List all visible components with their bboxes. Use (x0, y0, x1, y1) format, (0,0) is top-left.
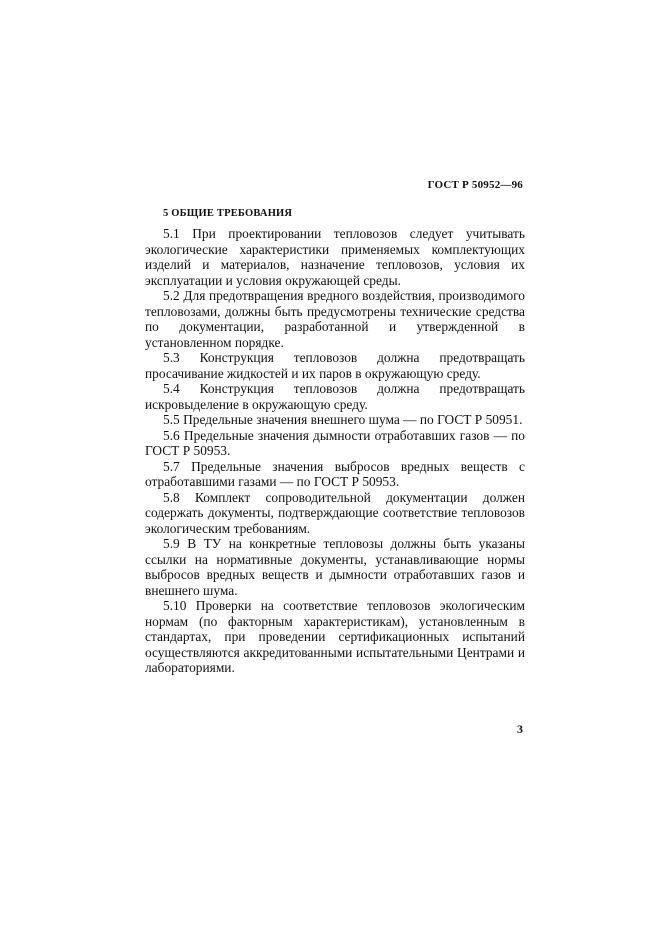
paragraph-5-8: 5.8 Комплект сопроводительной документации должен содержать документы, подтверждающие соответствие тепловозов экологическим требованиям. (145, 489, 525, 536)
paragraph-5-5: 5.5 Предельные значения внешнего шума — по ГОСТ Р 50951. (163, 412, 523, 427)
paragraph-5-4: 5.4 Конструкция тепловозов должна предотвращать искровыделение в окружающую среду. (145, 381, 525, 412)
paragraph-5-1: 5.1 При проектировании тепловозов следует учитывать экологические характеристики применяемых комплектующих изделий и материалов, назначение тепловозов, условия их эксплуатации и условия окружающей среды. (145, 226, 525, 288)
paragraph-5-10: 5.10 Проверки на соответствие тепловозов экологическим нормам (по факторным характеристикам), установленным в стандартах, при проведении сертификационных испытаний осуществляются аккредитованными испытательными Центрами и лабораториями. (145, 598, 525, 675)
document-header: ГОСТ Р 50952—96 (427, 179, 523, 191)
paragraph-5-3: 5.3 Конструкция тепловозов должна предотвращать просачивание жидкостей и их паров в окружающую среду. (145, 350, 525, 381)
page-number: 3 (517, 722, 523, 736)
paragraph-5-6: 5.6 Предельные значения дымности отработавших газов — по ГОСТ Р 50953. (145, 427, 525, 458)
paragraph-5-9: 5.9 В ТУ на конкретные тепловозы должны быть указаны ссылки на нормативные документы, устанавливающие нормы выбросов вредных веществ и дымности отработавших газов и внешнего шума. (145, 536, 525, 598)
section-general-requirements (145, 208, 525, 676)
paragraph-5-2: 5.2 Для предотвращения вредного воздействия, производимого тепловозами, должны быть предусмотрены технические средства по документации, разработанной и утвержденной в установленном порядке. (145, 288, 525, 350)
paragraph-5-7: 5.7 Предельные значения выбросов вредных веществ с отработавшими газами — по ГОСТ Р 50953. (145, 458, 525, 489)
section-title: 5 ОБЩИЕ ТРЕБОВАНИЯ (163, 208, 293, 219)
